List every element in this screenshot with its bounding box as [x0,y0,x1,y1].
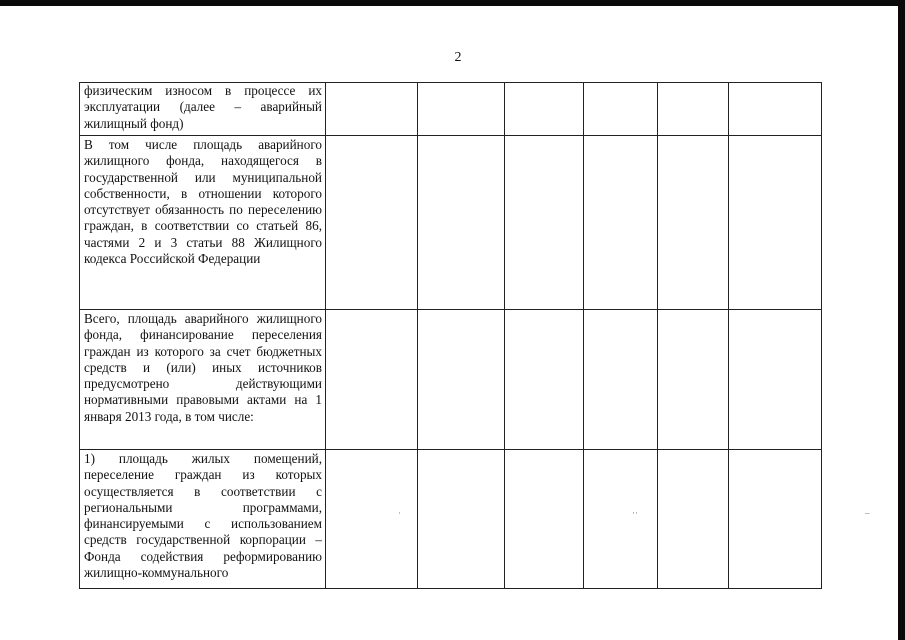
data-table [79,82,822,589]
table-cell [326,83,418,136]
table-cell [729,136,822,310]
row-label: 1) площадь жилых помещений, переселение граждан из которых осуществляется в соответствии с региональными программами, финансируемыми с использованием средств государственной корпорации – Фонда содействия реформированию жилищно-коммунального [80,450,326,589]
table-cell [418,83,505,136]
table-cell [729,310,822,450]
table-cell [418,136,505,310]
scan-right-border [898,0,905,640]
table-cell [418,310,505,450]
scan-speck: – [865,508,870,518]
table-cell [584,136,658,310]
row-label: физическим износом в процессе их эксплуатации (далее – аварийный жилищный фонд) [80,83,326,136]
table-cell [418,450,505,589]
row-label: В том числе площадь аварийного жилищного фонда, находящегося в государственной или муниципальной собственности, в отношении которого отсутствует обязанность по переселению граждан, в соответствии со статьей 86, частями 2 и 3 статьи 88 Жилищного кодекса Российской Федерации [80,136,326,310]
table-cell [584,83,658,136]
table-cell [326,310,418,450]
table-cell [505,310,584,450]
table-row [80,136,822,310]
table-row [80,310,822,450]
table-cell [584,310,658,450]
table-cell [326,450,418,589]
table-cell [658,136,729,310]
row-label: Всего, площадь аварийного жилищного фонда, финансирование переселения граждан из которого за счет бюджетных средств и (или) иных источников предусмотрено действующими нормативными правовыми актами на 1 января 2013 года, в том числе: [80,310,326,450]
table-row [80,450,822,589]
scan-top-border [0,0,905,6]
table-cell [505,136,584,310]
page-number: 2 [454,50,462,65]
table-cell [326,136,418,310]
table-cell [658,310,729,450]
table-cell [584,450,658,589]
table-cell [505,450,584,589]
table-row [80,83,822,136]
table-cell [658,83,729,136]
table-cell [729,83,822,136]
table-cell [658,450,729,589]
scan-speck: ·· [632,508,638,518]
scan-speck: · [398,508,401,518]
table-cell [729,450,822,589]
table-cell [505,83,584,136]
